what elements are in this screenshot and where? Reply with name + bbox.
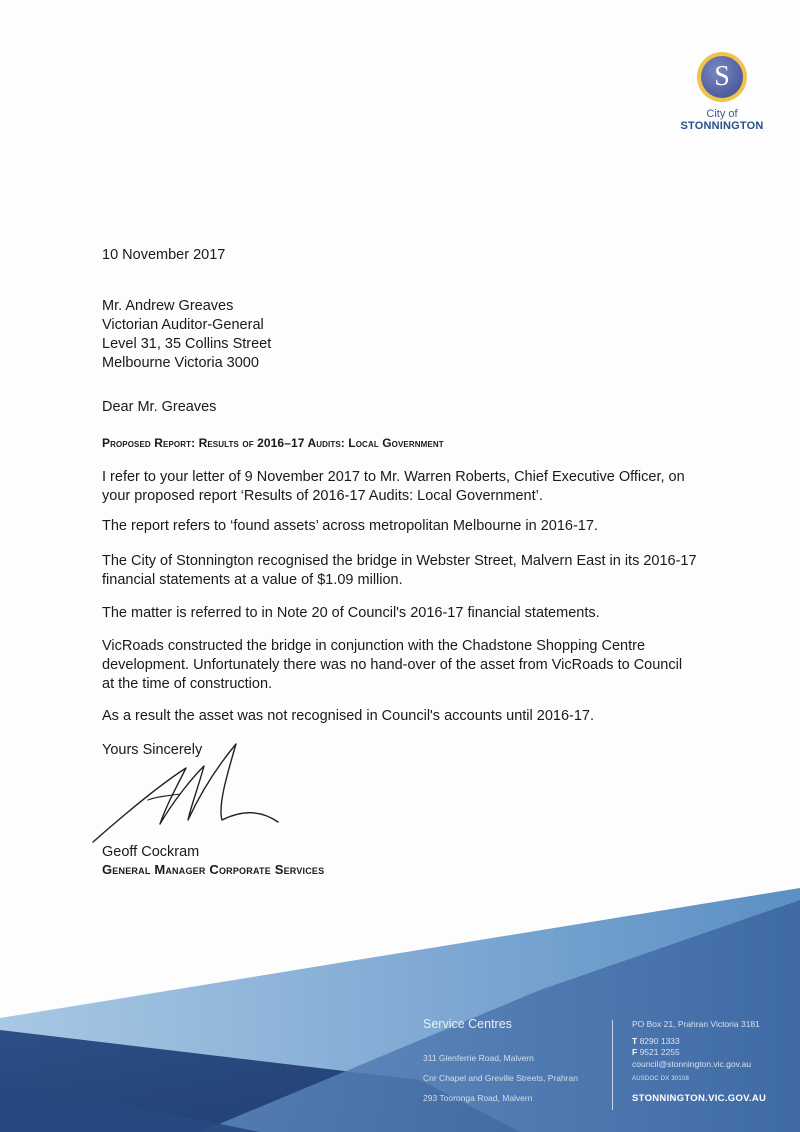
paragraph-2: [102, 517, 722, 536]
logo-council-name: STONNINGTON: [680, 120, 764, 132]
paragraph-line: at the time of construction.: [102, 676, 273, 692]
paragraph-5: [102, 637, 722, 694]
logo-letter: S: [701, 56, 743, 98]
paragraph-1: [102, 468, 722, 506]
phone-number: 8290 1333: [639, 1036, 680, 1046]
recipient-name: Mr. Andrew Greaves: [102, 298, 234, 314]
paragraph-line: The City of Stonnington recognised the bridge in Webster Street, Malvern East in its 2016-17: [102, 553, 697, 569]
handwritten-signature: [88, 738, 298, 848]
paragraph-line: your proposed report ‘Results of 2016-17 Audits: Local Government’.: [102, 488, 543, 504]
paragraph-line: financial statements at a value of $1.09 million.: [102, 572, 403, 588]
subject-line: Proposed Report: Results of 2016–17 Audits: Local Government: [102, 436, 444, 450]
letter-date: 10 November 2017: [102, 247, 226, 263]
fax-number: 9521 2255: [639, 1047, 680, 1057]
footer-divider: [612, 1020, 613, 1110]
fax-line: [632, 1047, 680, 1057]
signer-title: General Manager Corporate Services: [102, 862, 325, 877]
paragraph-line: I refer to your letter of 9 November 2017 to Mr. Warren Roberts, Chief Executive Officer, on: [102, 469, 685, 485]
closing: Yours Sincerely: [102, 742, 203, 758]
ausdoc-number: AUSDOC DX 30108: [632, 1076, 690, 1082]
po-box: PO Box 21, Prahran Victoria 3181: [632, 1019, 760, 1029]
paragraph-6: [102, 707, 722, 726]
phone-label: T: [632, 1036, 638, 1046]
phone-line: [632, 1036, 680, 1046]
paragraph-line: VicRoads constructed the bridge in conjunction with the Chadstone Shopping Centre: [102, 638, 646, 654]
service-centre-address: 293 Tooronga Road, Malvern: [423, 1093, 533, 1103]
recipient-title: Victorian Auditor-General: [102, 317, 264, 333]
email-link[interactable]: council@stonnington.vic.gov.au: [632, 1059, 752, 1069]
recipient-city: Melbourne Victoria 3000: [102, 355, 259, 371]
recipient-address: [102, 297, 722, 373]
logo-city-of: City of: [706, 108, 738, 120]
service-centre-address: Cnr Chapel and Greville Streets, Prahran: [423, 1073, 578, 1083]
logo-emblem: [697, 52, 747, 102]
website-link[interactable]: STONNINGTON.VIC.GOV.AU: [632, 1093, 767, 1104]
paragraph-line: The report refers to ‘found assets’ across metropolitan Melbourne in 2016-17.: [102, 518, 598, 534]
signer-name: Geoff Cockram: [102, 844, 200, 860]
service-centres-title: Service Centres: [423, 1017, 512, 1031]
service-centre-address: 311 Glenferrie Road, Malvern: [423, 1053, 534, 1063]
paragraph-line: The matter is referred to in Note 20 of Council's 2016-17 financial statements.: [102, 605, 600, 621]
paragraph-line: development. Unfortunately there was no hand-over of the asset from VicRoads to Council: [102, 657, 683, 673]
paragraph-line: As a result the asset was not recognised in Council's accounts until 2016-17.: [102, 708, 595, 724]
fax-label: F: [632, 1047, 638, 1057]
recipient-street: Level 31, 35 Collins Street: [102, 336, 272, 352]
paragraph-4: [102, 604, 722, 623]
paragraph-3: [102, 552, 722, 590]
salutation: Dear Mr. Greaves: [102, 399, 217, 415]
council-logo: [680, 52, 764, 133]
